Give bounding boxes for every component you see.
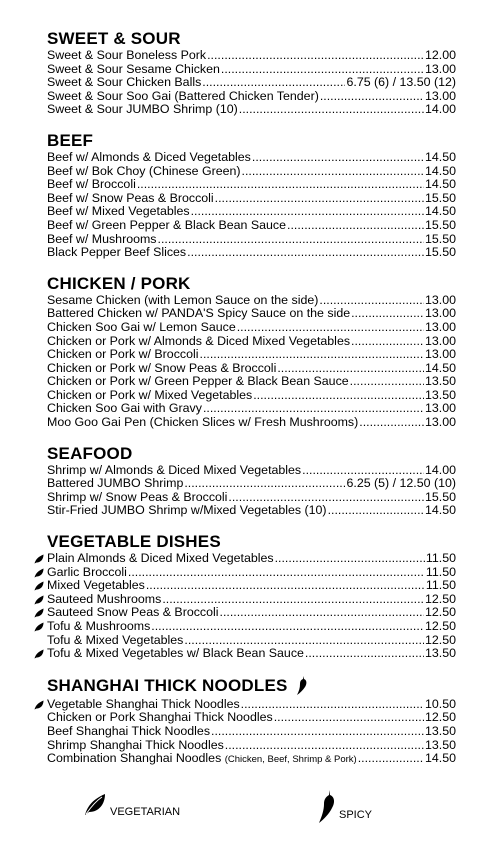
menu-item	[47, 711, 456, 725]
menu-item	[47, 739, 456, 753]
section-title: VEGETABLE DISHES	[47, 532, 221, 552]
menu-item-price: 12.50	[424, 619, 456, 633]
menu-item-name	[47, 307, 350, 321]
menu-item	[47, 552, 456, 566]
menu-item-name-text: Beef w/ Bok Choy (Chinese Green)	[47, 163, 241, 178]
menu-item	[47, 464, 456, 478]
dot-leader	[350, 375, 424, 389]
menu-item-name-text: Chicken or Pork w/ Mixed Vegetables	[47, 387, 253, 402]
menu-item-name	[47, 504, 327, 518]
menu-item-name-text: Chicken or Pork Shanghai Thick Noodles	[47, 710, 273, 725]
menu-item	[47, 416, 456, 430]
menu-item	[47, 205, 456, 219]
menu-item-price: 13.50	[424, 374, 456, 389]
dot-leader	[191, 205, 424, 219]
menu-item	[47, 233, 456, 247]
menu-item-price: 12.00	[424, 48, 456, 62]
dot-leader	[351, 307, 424, 321]
legend-spicy	[318, 790, 372, 827]
menu-item-name-text: Beef w/ Green Pepper & Black Bean Sauce	[47, 217, 287, 232]
menu-item-name-text: Garlic Broccoli	[47, 564, 127, 579]
menu-item-name	[47, 90, 319, 104]
menu-item	[47, 620, 456, 634]
menu-item-price: 12.50	[424, 591, 456, 606]
menu-item-price: 13.00	[424, 292, 456, 307]
section-title: BEEF	[47, 130, 94, 150]
dot-leader	[158, 233, 424, 247]
menu-item-name	[47, 321, 236, 335]
menu-item-name-text: Plain Almonds & Diced Mixed Vegetables	[47, 551, 274, 566]
menu-item-name	[47, 593, 161, 607]
leaf-icon	[34, 649, 44, 659]
menu-item-price: 14.50	[424, 751, 456, 766]
dot-leader	[320, 90, 424, 104]
menu-item-name-text: Black Pepper Beef Slices	[47, 245, 187, 260]
section-chicken-pork	[47, 275, 456, 430]
menu-item-name-text: Sweet & Sour JUMBO Shrimp (10)	[47, 102, 238, 117]
dot-leader	[239, 103, 424, 117]
section-beef	[47, 132, 456, 260]
menu-item-name-text: Battered JUMBO Shrimp	[47, 476, 184, 491]
chili-pepper-icon	[318, 790, 336, 827]
dot-leader	[237, 321, 424, 335]
dot-leader	[253, 389, 424, 403]
menu-item-price: 13.00	[424, 333, 456, 348]
menu-item-name-text: Chicken or Pork w/ Almonds & Diced Mixed Vegetables	[47, 333, 351, 348]
leaf-icon	[34, 581, 44, 591]
menu-item-name	[47, 375, 349, 389]
dot-leader	[200, 348, 424, 362]
menu-item-price: 13.00	[424, 306, 456, 321]
menu-item-price: 15.50	[424, 190, 456, 205]
menu-item-name-text: Mixed Vegetables	[47, 578, 145, 593]
dot-leader	[215, 192, 424, 206]
menu-item	[47, 566, 456, 580]
menu-item-name-text: Tofu & Mushrooms	[47, 619, 151, 633]
menu-item-name-text: Tofu & Mixed Vegetables w/ Black Bean Sauce	[47, 646, 304, 661]
menu-item-name	[47, 491, 227, 505]
dot-leader	[242, 165, 424, 179]
menu-item-name-text: Vegetable Shanghai Thick Noodles	[47, 696, 240, 711]
dot-leader	[359, 416, 424, 430]
menu-item-name	[47, 579, 145, 593]
section-seafood	[47, 445, 456, 518]
dot-leader	[274, 711, 424, 725]
menu-item-name-text: Sauteed Mushrooms	[47, 591, 162, 606]
menu-item	[47, 647, 456, 661]
dot-leader	[220, 606, 424, 620]
menu-item-price: 6.75 (6) / 13.50 (12)	[346, 75, 456, 90]
menu-item-name	[47, 178, 136, 192]
menu-item-name	[47, 219, 286, 233]
dot-leader	[137, 178, 424, 192]
menu-item	[47, 103, 456, 117]
menu-item-name	[47, 335, 350, 349]
menu-item-price: 15.50	[424, 489, 456, 504]
menu-item-price: 13.00	[424, 61, 456, 76]
menu	[47, 30, 456, 782]
menu-item-price: 13.50	[424, 646, 456, 661]
menu-item-price: 11.50	[425, 578, 456, 593]
menu-item	[47, 477, 456, 491]
menu-item	[47, 634, 456, 648]
menu-item-note: (Chicken, Beef, Shrimp & Pork)	[224, 754, 357, 766]
menu-item-name-text: Beef w/ Broccoli	[47, 177, 136, 192]
menu-item-name-text: Stir-Fried JUMBO Shrimp w/Mixed Vegetables (10)	[47, 503, 327, 518]
menu-item-name	[47, 362, 276, 376]
menu-item	[47, 294, 456, 308]
menu-item-name	[47, 566, 127, 580]
menu-item	[47, 504, 456, 518]
menu-item-name-text: Sweet & Sour Chicken Balls	[47, 75, 202, 90]
menu-item-name	[47, 739, 224, 753]
menu-item-price: 13.00	[424, 319, 456, 334]
dot-leader	[241, 698, 424, 712]
menu-item-price: 14.50	[424, 163, 456, 178]
leaf-icon	[34, 595, 44, 605]
menu-item-name	[47, 725, 210, 739]
dot-leader	[151, 620, 424, 634]
menu-item-name	[47, 416, 358, 430]
dot-leader	[287, 219, 424, 233]
menu-item	[47, 335, 456, 349]
menu-item-name	[47, 464, 301, 478]
menu-item	[47, 246, 456, 260]
menu-item-name-text: Sweet & Sour Boneless Pork	[47, 48, 207, 62]
menu-item-name-text: Sweet & Sour Sesame Chicken	[47, 61, 220, 76]
menu-item	[47, 725, 456, 739]
menu-item-name	[47, 402, 202, 416]
menu-item-name-text: Beef w/ Almonds & Diced Vegetables	[47, 149, 251, 164]
menu-item-name	[47, 711, 273, 725]
menu-item-name	[47, 620, 150, 634]
menu-item	[47, 375, 456, 389]
menu-item-name	[47, 49, 206, 63]
menu-item	[47, 348, 456, 362]
menu-item-price: 14.50	[424, 177, 456, 192]
dot-leader	[184, 634, 424, 648]
menu-item	[47, 165, 456, 179]
menu-item-name-text: Shrimp Shanghai Thick Noodles	[47, 737, 224, 752]
menu-item-name	[47, 752, 357, 767]
dot-leader	[128, 566, 425, 580]
leaf-icon	[34, 608, 44, 618]
menu-item	[47, 593, 456, 607]
dot-leader	[225, 739, 424, 753]
section-shanghai-noodles	[47, 676, 456, 767]
menu-item	[47, 63, 456, 77]
leaf-icon	[83, 792, 107, 819]
section-title: SEAFOOD	[47, 443, 133, 463]
menu-item-name-text: Beef Shanghai Thick Noodles	[47, 723, 211, 738]
dot-leader	[207, 49, 424, 63]
dot-leader	[202, 76, 345, 90]
leaf-icon	[34, 568, 44, 578]
menu-item-name-text: Chicken or Pork w/ Green Pepper & Black Bean Sauce	[47, 374, 349, 389]
menu-item-price: 11.50	[425, 564, 456, 579]
dot-leader	[275, 552, 425, 566]
legend	[0, 790, 480, 830]
menu-item-price: 14.50	[424, 204, 456, 219]
section-title-text: SHANGHAI THICK NOODLES	[47, 676, 288, 696]
menu-item	[47, 606, 456, 620]
menu-item	[47, 752, 456, 767]
legend-vegetarian-label: VEGETARIAN	[110, 805, 181, 818]
menu-item	[47, 49, 456, 63]
menu-item-name-text: Beef w/ Snow Peas & Broccoli	[47, 190, 214, 205]
dot-leader	[302, 464, 424, 478]
menu-item-price: 15.50	[424, 231, 456, 246]
menu-item	[47, 579, 456, 593]
menu-item-name-text: Moo Goo Gai Pen (Chicken Slices w/ Fresh Mushrooms)	[47, 415, 359, 430]
menu-item-name	[47, 103, 238, 117]
menu-item-price: 15.50	[424, 245, 456, 260]
menu-item	[47, 491, 456, 505]
menu-item	[47, 321, 456, 335]
section-title	[47, 676, 456, 696]
menu-item-name	[47, 165, 241, 179]
leaf-icon	[34, 554, 44, 564]
menu-item-price: 13.50	[424, 387, 456, 402]
menu-item-price: 12.50	[424, 632, 456, 647]
menu-item-name	[47, 698, 240, 712]
leaf-icon	[34, 622, 44, 632]
menu-item-name-text: Beef w/ Mixed Vegetables	[47, 204, 190, 219]
menu-item-price: 12.50	[424, 605, 456, 620]
menu-item-name	[47, 192, 214, 206]
dot-leader	[162, 593, 424, 607]
section-title: SWEET & SOUR	[47, 29, 181, 48]
menu-item-name-text: Sweet & Sour Soo Gai (Battered Chicken Tender)	[47, 88, 319, 103]
dot-leader	[203, 402, 424, 416]
menu-item-name	[47, 389, 252, 403]
menu-item-name	[47, 246, 186, 260]
menu-item-name-text: Sesame Chicken (with Lemon Sauce on the side)	[47, 292, 319, 307]
menu-item-price: 14.00	[424, 462, 456, 477]
menu-item	[47, 151, 456, 165]
menu-item-price: 13.00	[424, 415, 456, 430]
menu-item-name	[47, 477, 183, 491]
dot-leader	[358, 752, 424, 766]
menu-item	[47, 389, 456, 403]
menu-item	[47, 90, 456, 104]
dot-leader	[351, 335, 424, 349]
menu-item-name-text: Chicken Soo Gai with Gravy	[47, 401, 202, 416]
menu-item-price: 10.50	[424, 696, 456, 711]
dot-leader	[187, 246, 424, 260]
menu-item	[47, 192, 456, 206]
section-sweet-sour	[47, 30, 456, 117]
menu-item-name	[47, 552, 274, 566]
dot-leader	[184, 477, 345, 491]
menu-item-price: 13.00	[424, 401, 456, 416]
menu-item-name	[47, 348, 199, 362]
menu-item-price: 14.00	[424, 102, 456, 117]
dot-leader	[319, 294, 424, 308]
menu-item-name-text: Combination Shanghai Noodles	[47, 751, 222, 766]
menu-item-price: 6.25 (5) / 12.50 (10)	[346, 476, 456, 491]
legend-spicy-label: SPICY	[339, 808, 373, 821]
chili-pepper-icon	[296, 676, 308, 696]
menu-item-price: 14.50	[424, 503, 456, 518]
menu-item	[47, 362, 456, 376]
menu-item-name	[47, 634, 183, 648]
dot-leader	[252, 151, 424, 165]
menu-item-name	[47, 294, 318, 308]
legend-vegetarian	[83, 792, 180, 819]
menu-item-name-text: Battered Chicken w/ PANDA'S Spicy Sauce on the side	[47, 306, 351, 321]
menu-item	[47, 698, 456, 712]
menu-item-name-text: Sauteed Snow Peas & Broccoli	[47, 605, 219, 620]
menu-item-name	[47, 76, 201, 90]
menu-item-name	[47, 606, 219, 620]
menu-item-name-text: Tofu & Mixed Vegetables	[47, 632, 184, 647]
menu-item	[47, 76, 456, 90]
menu-item-name-text: Chicken or Pork w/ Snow Peas & Broccoli	[47, 360, 277, 375]
dot-leader	[277, 362, 424, 376]
menu-item-price: 13.50	[424, 737, 456, 752]
menu-item-price: 11.50	[425, 551, 456, 566]
dot-leader	[211, 725, 424, 739]
menu-item	[47, 219, 456, 233]
dot-leader	[146, 579, 425, 593]
section-title: CHICKEN / PORK	[47, 273, 191, 293]
menu-item	[47, 178, 456, 192]
menu-item-name-text: Shrimp w/ Snow Peas & Broccoli	[47, 489, 228, 504]
section-vegetable-dishes	[47, 533, 456, 661]
leaf-icon	[34, 700, 44, 710]
menu-item-name-text: Shrimp w/ Almonds & Diced Mixed Vegetables	[47, 462, 302, 477]
menu-item-name	[47, 205, 190, 219]
dot-leader	[328, 504, 424, 518]
menu-item-name-text: Chicken Soo Gai w/ Lemon Sauce	[47, 319, 236, 334]
menu-item-price: 14.50	[424, 360, 456, 375]
dot-leader	[228, 491, 424, 505]
dot-leader	[221, 63, 424, 77]
menu-item	[47, 402, 456, 416]
menu-item-price: 14.50	[424, 149, 456, 164]
menu-item-name	[47, 647, 304, 661]
menu-item-name-text: Beef w/ Mushrooms	[47, 231, 157, 246]
menu-item-price: 13.00	[424, 88, 456, 103]
menu-item-price: 15.50	[424, 217, 456, 232]
menu-item-price: 13.50	[424, 723, 456, 738]
menu-item-price: 12.50	[424, 710, 456, 725]
menu-item-name	[47, 233, 157, 247]
menu-item-name-text: Chicken or Pork w/ Broccoli	[47, 347, 199, 362]
dot-leader	[305, 647, 424, 661]
menu-item-name	[47, 63, 220, 77]
menu-item-price: 13.00	[424, 347, 456, 362]
menu-item-name	[47, 151, 251, 165]
menu-item	[47, 307, 456, 321]
